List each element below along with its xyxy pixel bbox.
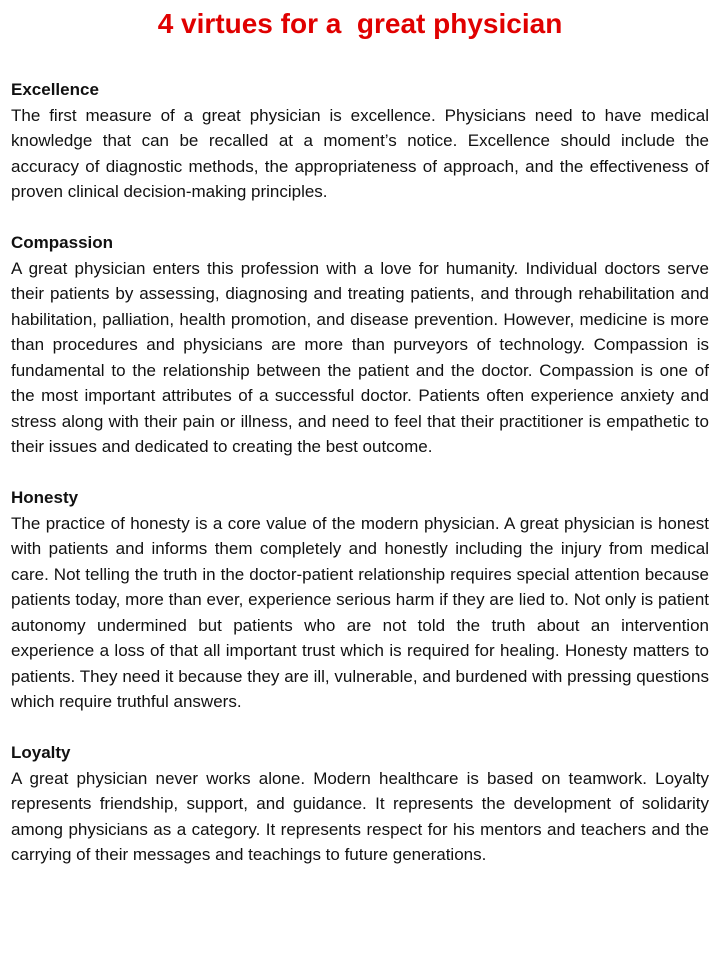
section-heading: Honesty <box>11 488 79 507</box>
section-compassion <box>11 230 709 460</box>
section-excellence <box>11 77 709 205</box>
section-loyalty <box>11 740 709 868</box>
section-heading: Compassion <box>11 233 114 252</box>
document-content <box>11 77 709 893</box>
section-body: The first measure of a great physician is excellence. Physicians need to have medical knowledge that can be recalled at a moment’s notice. Excellence should include the accuracy of diagnostic methods, the appropriateness of approach, and the effectiveness of proven clinical decision-making principles. <box>11 105 709 201</box>
page-title: 4 virtues for a great physician <box>157 8 563 39</box>
section-body: A great physician enters this profession with a love for humanity. Individual doctors serve their patients by assessing, diagnosing and treating patients, and through rehabilitation and habilitation, palliation, health promotion, and disease prevention. However, medicine is more than procedures and physicians are more than purveyors of technology. Compassion is fundamental to the relationship between the patient and the doctor. Compassion is one of the most important attributes of a successful doctor. Patients often experience anxiety and stress along with their pain or illness, and need to feel that their practitioner is empathetic to their issues and dedicated to creating the best outcome. <box>11 258 709 456</box>
section-heading: Loyalty <box>11 743 71 762</box>
section-honesty <box>11 485 709 715</box>
section-heading: Excellence <box>11 80 99 99</box>
section-body: A great physician never works alone. Modern healthcare is based on teamwork. Loyalty represents friendship, support, and guidance. It represents the development of solidarity among physicians as a category. It represents respect for his mentors and teachers and the carrying of their messages and teachings to future generations. <box>11 768 709 864</box>
section-body: The practice of honesty is a core value of the modern physician. A great physician is honest with patients and informs them completely and honestly including the injury from medical care. Not telling the truth in the doctor-patient relationship requires special attention because patients today, more than ever, experience serious harm if they are lied to. Not only is patient autonomy undermined but patients who are not told the truth about an intervention experience a loss of that all important trust which is required for healing. Honesty matters to patients. They need it because they are ill, vulnerable, and burdened with pressing questions which require truthful answers. <box>11 513 709 711</box>
